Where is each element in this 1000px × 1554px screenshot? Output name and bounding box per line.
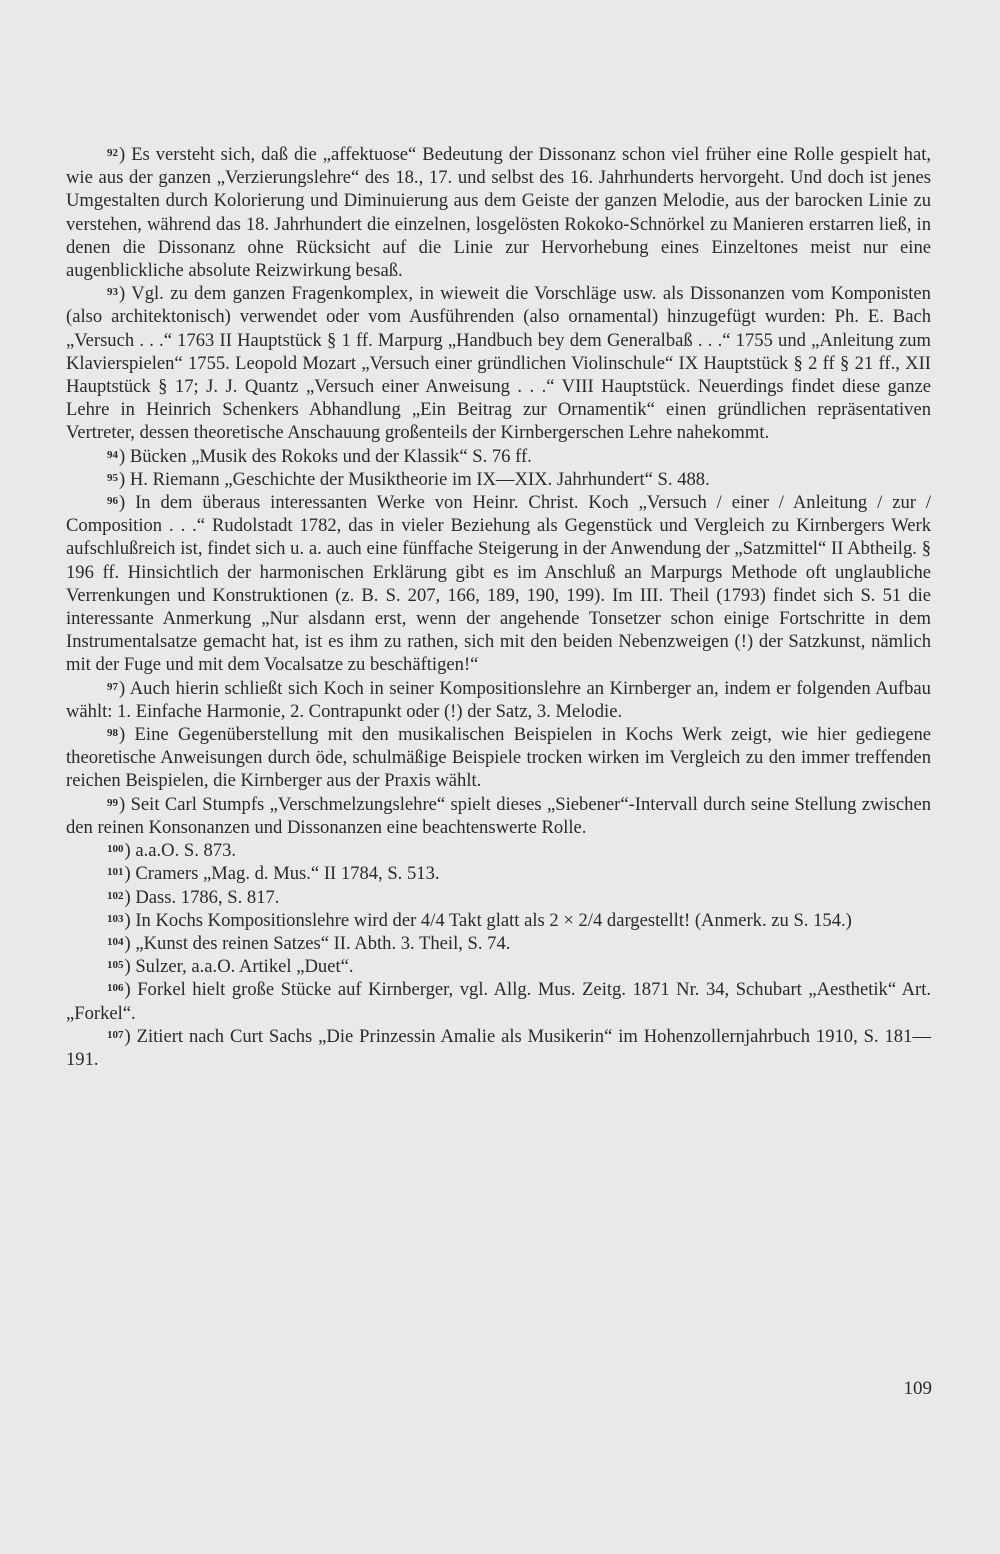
footnote-marker: 97 bbox=[107, 680, 118, 693]
footnote-text: Sulzer, a.a.O. Artikel „Duet“. bbox=[135, 956, 354, 978]
footnote-marker: 99 bbox=[107, 796, 118, 809]
footnote-text: H. Riemann „Geschichte der Musiktheorie im IX—XIX. Jahrhundert“ S. 488. bbox=[129, 468, 710, 490]
footnote-95: $^{95}$) H. Riemann „Geschichte der Musiktheorie im IX—XIX. Jahrhundert“ S. 488. bbox=[107, 468, 710, 490]
footnote-marker: 94 bbox=[107, 448, 118, 461]
footnote-marker: 106 bbox=[107, 982, 124, 995]
footnote-marker: 100 bbox=[107, 843, 124, 856]
footnote-100: $^{100}$) a.a.O. S. 873. bbox=[107, 840, 237, 862]
footnote-103: $^{103}$) In Kochs Kompositionslehre wird der 4/4 Takt glatt als 2 × 2/4 dargestellt! (Anmerk. zu S. 154.) bbox=[107, 909, 852, 931]
footnote-104: $^{104}$) „Kunst des reinen Satzes“ II. Abth. 3. Theil, S. 74. bbox=[107, 932, 511, 954]
footnote-102: $^{102}$) Dass. 1786, S. 817. bbox=[107, 886, 280, 908]
footnote-text: a.a.O. S. 873. bbox=[135, 840, 237, 862]
footnote-text: Bücken „Musik des Rokoks und der Klassik“ S. 76 ff. bbox=[129, 445, 532, 467]
footnote-marker: 107 bbox=[107, 1028, 124, 1041]
footnote-text: Forkel hielt große Stücke auf Kirnberger, vgl. Allg. Mus. Zeitg. 1871 Nr. 34, Schubart „Aesthetik“ Art. „Forkel“. bbox=[66, 979, 932, 1024]
footnote-marker: 95 bbox=[107, 471, 118, 484]
footnote-101: $^{101}$) Cramers „Mag. d. Mus.“ II 1784, S. 513. bbox=[107, 863, 440, 885]
footnote-marker: 92 bbox=[107, 147, 118, 159]
footnote-marker: 104 bbox=[107, 935, 124, 948]
footnote-text: Vgl. zu dem ganzen Fragenkomplex, in wieweit die Vorschläge usw. als Dissonanzen vom Komponisten (also architektonisch) verwendet oder vom Ausführenden (also ornamental) hinzugefügt wurden: Ph. E. Bach „Versuch . . .“ 1763 II Hauptstück § 1 ff. Marpurg „Handbuch bey dem Generalbaß . . .“ 1755 und „Anleitung zum Klavierspielen“ 1755. Leopold Mozart „Versuch einer gründlichen Violinschule“ IX Hauptstück § 2 ff § 21 ff., XII Hauptstück § 17; J. J. Quantz „Versuch einer Anweisung . . .“ VIII Hauptstück. Neuerdings findet diese ganze Lehre in Heinrich Schenkers Abhandlung „Ein Beitrag zur Ornamentik“ einen gründlichen repräsentativen Vertreter, dessen theoretische Anschauung großenteils der Kirnbergerschen Lehre nahekommt. bbox=[66, 283, 931, 444]
footnote-marker: 105 bbox=[107, 959, 124, 972]
footnote-text: Zitiert nach Curt Sachs „Die Prinzessin Amalie als Musikerin“ im Hohenzollernjahrbuch 1910, S. 181—191. bbox=[66, 1025, 931, 1070]
footnote-marker: 103 bbox=[107, 912, 124, 925]
footnote-marker: 98 bbox=[107, 727, 118, 740]
footnote-marker: 93 bbox=[107, 286, 118, 299]
footnotes-block bbox=[66, 143, 931, 1071]
footnote-text: „Kunst des reinen Satzes“ II. Abth. 3. Theil, S. 74. bbox=[135, 932, 511, 954]
footnote-98: $^{98}$) Eine Gegenüberstellung mit den musikalischen Beispielen in Kochs Werk zeigt, wie hier gediegene theoretische Anweisungen durch öde, schulmäßige Beispiele trocken wirken im Vergleich zu den immer treffenden reichen Beispielen, die Kirnberger aus der Praxis wählt. bbox=[66, 724, 931, 792]
footnote-107: $^{107}$) Zitiert nach Curt Sachs „Die Prinzessin Amalie als Musikerin“ im Hohenzollernjahrbuch 1910, S. 181—191. bbox=[66, 1025, 931, 1070]
footnote-99: $^{99}$) Seit Carl Stumpfs „Verschmelzungslehre“ spielt dieses „Siebener“-Intervall durch seine Stellung zwischen den reinen Konsonanzen und Dissonanzen eine beachtenswerte Rolle. bbox=[66, 793, 932, 838]
footnote-106: $^{106}$) Forkel hielt große Stücke auf Kirnberger, vgl. Allg. Mus. Zeitg. 1871 Nr. 34, Schubart „Aesthetik“ Art. „Forkel“. bbox=[66, 979, 932, 1024]
footnote-text: Dass. 1786, S. 817. bbox=[135, 886, 280, 908]
footnote-text: In Kochs Kompositionslehre wird der 4/4 Takt glatt als 2 × 2/4 dargestellt! (Anmerk. zu S. 154.) bbox=[135, 909, 852, 931]
footnote-marker: 101 bbox=[107, 866, 124, 879]
footnote-92: $^{92}$) Es versteht sich, daß die „affektuose“ Bedeutung der Dissonanz schon viel früher eine Rolle gespielt hat, wie aus der ganzen „Verzierungslehre“ des 18., 17. und selbst des 16. Jahrhunderts hervorgeht. Und doch ist jenes Umgestalten durch Kolorierung und Diminuierung aus dem Geiste der ganzen Melodie, aus der barocken Linie zu verstehen, während das 18. Jahrhundert die einzelnen, losgelösten Rokoko-Schnörkel zu Manieren erstarren ließ, in denen die Dissonanz ohne Rücksicht auf die Linie zur Hervorhebung eines Einzeltones meist nur eine augenblickliche absolute Reizwirkung besaß. bbox=[66, 144, 932, 282]
footnote-text: Seit Carl Stumpfs „Verschmelzungslehre“ spielt dieses „Siebener“-Intervall durch seine Stellung zwischen den reinen Konsonanzen und Dissonanzen eine beachtenswerte Rolle. bbox=[66, 793, 932, 838]
footnote-96: $^{96}$) In dem überaus interessanten Werke von Heinr. Christ. Koch „Versuch / einer / Anleitung / zur / Composition . . .“ Rudolstadt 1782, das in vieler Beziehung als Gegenstück und Vergleich zu Kirnbergers Werk aufschlußreich ist, findet sich u. a. auch eine fünffache Steigerung in der Anwendung der „Satzmittel“ II Abtheilg. § 196 ff. Hinsichtlich der harmonischen Erklärung gibt es im Anschluß an Marpurgs Methode oft unglaubliche Verrenkungen und Konstruktionen (z. B. S. 207, 166, 189, 190, 199). Im III. Theil (1793) findet sich S. 51 die interessante Anmerkung „Nur alsdann erst, wenn der angehende Tonsetzer schon einige Fortschritte in dem Instrumentalsatze gemacht hat, ist es ihm zu rathen, sich mit den beiden Nebenzweigen (!) der Satzkunst, nämlich mit der Fuge und mit dem Vocalsatze zu beschäftigen!“ bbox=[66, 492, 932, 676]
footnote-94: $^{94}$) Bücken „Musik des Rokoks und der Klassik“ S. 76 ff. bbox=[107, 445, 532, 467]
footnote-97: $^{97}$) Auch hierin schließt sich Koch in seiner Kompositionslehre an Kirnberger an, indem er folgenden Aufbau wählt: 1. Einfache Harmonie, 2. Contrapunkt oder (!) der Satz, 3. Melodie. bbox=[66, 677, 931, 722]
page-number: 109 bbox=[903, 1378, 932, 1399]
footnote-marker: 102 bbox=[107, 889, 124, 902]
footnote-text: Cramers „Mag. d. Mus.“ II 1784, S. 513. bbox=[135, 863, 440, 885]
footnote-text: Eine Gegenüberstellung mit den musikalischen Beispielen in Kochs Werk zeigt, wie hier gediegene theoretische Anweisungen durch öde, schulmäßige Beispiele trocken wirken im Vergleich zu den immer treffenden reichen Beispielen, die Kirnberger aus der Praxis wählt. bbox=[66, 724, 931, 792]
footnote-text: Es versteht sich, daß die „affektuose“ Bedeutung der Dissonanz schon viel früher eine Rolle gespielt hat, wie aus der ganzen „Verzierungslehre“ des 18., 17. und selbst des 16. Jahrhunderts hervorgeht. Und doch ist jenes Umgestalten durch Kolorierung und Diminuierung aus dem Geiste der ganzen Melodie, aus der barocken Linie zu verstehen, während das 18. Jahrhundert die einzelnen, losgelösten Rokoko-Schnörkel zu Manieren erstarren ließ, in denen die Dissonanz ohne Rücksicht auf die Linie zur Hervorhebung eines Einzeltones meist nur eine augenblickliche absolute Reizwirkung besaß. bbox=[66, 144, 932, 282]
footnote-105: $^{105}$) Sulzer, a.a.O. Artikel „Duet“. bbox=[107, 956, 354, 978]
footnote-text: In dem überaus interessanten Werke von Heinr. Christ. Koch „Versuch / einer / Anleitung / zur / Composition . . .“ Rudolstadt 1782, das in vieler Beziehung als Gegenstück und Vergleich zu Kirnbergers Werk aufschlußreich ist, findet sich u. a. auch eine fünffache Steigerung in der Anwendung der „Satzmittel“ II Abtheilg. § 196 ff. Hinsichtlich der harmonischen Erklärung gibt es im Anschluß an Marpurgs Methode oft unglaubliche Verrenkungen und Konstruktionen (z. B. S. 207, 166, 189, 190, 199). Im III. Theil (1793) findet sich S. 51 die interessante Anmerkung „Nur alsdann erst, wenn der angehende Tonsetzer schon einige Fortschritte in dem Instrumentalsatze gemacht hat, ist es ihm zu rathen, sich mit den beiden Nebenzweigen (!) der Satzkunst, nämlich mit der Fuge und mit dem Vocalsatze zu beschäftigen!“ bbox=[66, 492, 932, 676]
footnote-93: $^{93}$) Vgl. zu dem ganzen Fragenkomplex, in wieweit die Vorschläge usw. als Dissonanzen vom Komponisten (also architektonisch) verwendet oder vom Ausführenden (also ornamental) hinzugefügt wurden: Ph. E. Bach „Versuch . . .“ 1763 II Hauptstück § 1 ff. Marpurg „Handbuch bey dem Generalbaß . . .“ 1755 und „Anleitung zum Klavierspielen“ 1755. Leopold Mozart „Versuch einer gründlichen Violinschule“ IX Hauptstück § 2 ff § 21 ff., XII Hauptstück § 17; J. J. Quantz „Versuch einer Anweisung . . .“ VIII Hauptstück. Neuerdings findet diese ganze Lehre in Heinrich Schenkers Abhandlung „Ein Beitrag zur Ornamentik“ einen gründlichen repräsentativen Vertreter, dessen theoretische Anschauung großenteils der Kirnbergerschen Lehre nahekommt. bbox=[66, 283, 931, 444]
footnote-marker: 96 bbox=[107, 495, 118, 508]
footnote-text: Auch hierin schließt sich Koch in seiner Kompositionslehre an Kirnberger an, indem er folgenden Aufbau wählt: 1. Einfache Harmonie, 2. Contrapunkt oder (!) der Satz, 3. Melodie. bbox=[66, 677, 931, 722]
